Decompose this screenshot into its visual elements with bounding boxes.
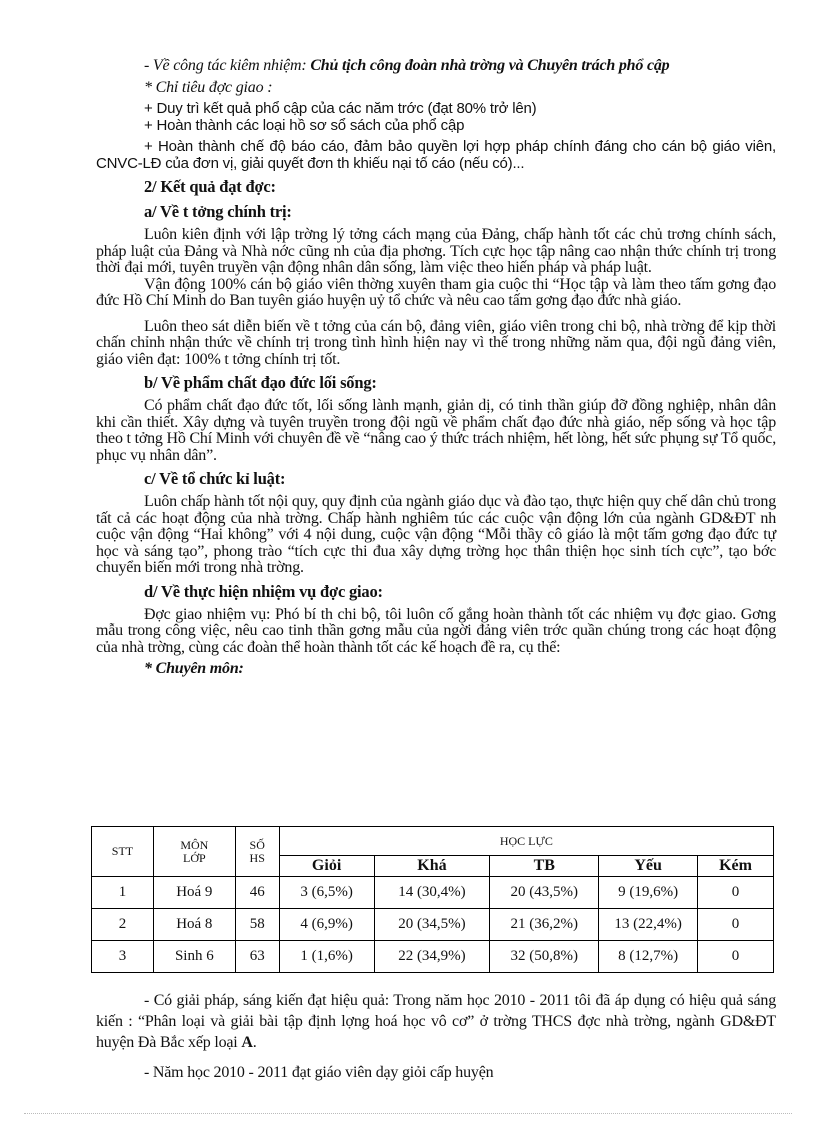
cell-kha: 20 (34,5%): [374, 909, 490, 941]
cell-count: 46: [235, 877, 279, 909]
header-group: HỌC LỰC: [279, 827, 773, 856]
cell-kem: 0: [698, 941, 774, 973]
header-count: [235, 827, 279, 877]
cell-gioi: 3 (6,5%): [279, 877, 374, 909]
duty-line: [96, 58, 776, 75]
cell-stt: 2: [92, 909, 154, 941]
cell-subject: Hoá 9: [153, 877, 235, 909]
politics-paragraph: Luôn theo sát diễn biến về t tởng của cán bộ, đảng viên, giáo viên trong chi bộ, nhà trờng để kịp thời chấn chỉnh nhận thức về chính trị trong tình hình hiện nay vì thế trong những năm qua, đội ngũ đảng viên, giáo viên đạt: 100% t tởng chính trị tốt.: [96, 317, 776, 368]
cell-gioi: 4 (6,9%): [279, 909, 374, 941]
duty-label: - Về công tác kiêm nhiệm:: [144, 57, 307, 74]
target-item: + Hoàn thành chế độ báo cáo, đảm bảo quyền lợi hợp pháp chính đáng cho cán bộ giáo viên, CNVC-LĐ của đơn vị, giải quyết đơn th khiếu nại tố cáo (nếu có)...: [96, 138, 776, 172]
cell-stt: 3: [92, 941, 154, 973]
header-subject-line1: MÔN: [180, 837, 209, 852]
closing-section: [96, 990, 776, 1083]
table-row: [92, 941, 774, 973]
initiative-text: - Có giải pháp, sáng kiến đạt hiệu quả: Trong năm học 2010 - 2011 tôi đã áp dụng có hiệu quả sáng kiến : “Phân loại và giải bài tập định lợng hoá học vô cơ” ở trờng THCS đợc nhà trờng, ngành GD&ĐT huyện Đà Bắc xếp loại: [96, 992, 776, 1051]
subject-heading: * Chuyên môn:: [144, 660, 244, 677]
cell-stt: 1: [92, 877, 154, 909]
tasks-paragraph: Đợc giao nhiệm vụ: Phó bí th chi bộ, tôi luôn cố gắng hoàn thành tốt các nhiệm vụ đợc giao. Gơng mẫu trong công việc, nêu cao tinh thần gơng mẫu của ngời đảng viên trớc quần chúng trong các hoạt động của nhà trờng, cùng các đoàn thể hoàn thành tốt các kế hoạch đề ra, cụ thể:: [96, 605, 776, 656]
document-body: [96, 58, 776, 678]
initiative-grade: A: [241, 1034, 253, 1051]
header-yeu: Yếu: [599, 856, 698, 877]
target-item: + Duy trì kết quả phổ cập của các năm trớc (đạt 80% trở lên): [144, 100, 537, 117]
cell-kha: 22 (34,9%): [374, 941, 490, 973]
cell-subject: Hoá 8: [153, 909, 235, 941]
target-item: + Hoàn thành các loại hồ sơ sổ sách của phổ cập: [144, 116, 465, 134]
header-count-line1: SỐ: [249, 837, 265, 852]
cell-kem: 0: [698, 909, 774, 941]
tasks-heading: d/ Về thực hiện nhiệm vụ đợc giao:: [144, 581, 383, 601]
header-count-line2: HS: [249, 850, 265, 865]
cell-tb: 20 (43,5%): [490, 877, 599, 909]
award-line: - Năm học 2010 - 2011 đạt giáo viên dạy giỏi cấp huyện: [144, 1064, 494, 1081]
header-subject-line2: LỚP: [182, 850, 206, 865]
cell-yeu: 8 (12,7%): [599, 941, 698, 973]
header-kem: Kém: [698, 856, 774, 877]
cell-count: 63: [235, 941, 279, 973]
politics-paragraph: Luôn kiên định với lập trờng lý tởng cách mạng của Đảng, chấp hành tốt các chủ trơng chính sách, pháp luật của Đảng và Nhà nớc cũng nh của địa phơng. Tích cực học tập nâng cao nhận thức chính trị trong thời đại mới, tuyên truyền vận động nhân dân sống, làm việc theo hiến pháp và pháp luật.: [96, 226, 776, 276]
ethics-heading: b/ Về phẩm chất đạo đức lối sống:: [144, 373, 377, 392]
header-tb: TB: [490, 856, 599, 877]
duty-value: Chủ tịch công đoàn nhà trờng và Chuyên trách phổ cập: [310, 57, 670, 74]
cell-kha: 14 (30,4%): [374, 877, 490, 909]
table-row: [92, 909, 774, 941]
initiative-paragraph: - Có giải pháp, sáng kiến đạt hiệu quả: Trong năm học 2010 - 2011 tôi đã áp dụng có hiệu quả sáng kiến : “Phân loại và giải bài tập định lợng hoá học vô cơ” ở trờng THCS đợc nhà trờng, ngành GD&ĐT huyện Đà Bắc xếp loại A.: [96, 992, 776, 1051]
cell-gioi: 1 (1,6%): [279, 941, 374, 973]
ethics-paragraph: Có phẩm chất đạo đức tốt, lối sống lành mạnh, giản dị, có tinh thần giúp đỡ đồng nghiệp, nhân dân khi cần thiết. Xây dựng và tuyên truyền trong đội ngũ về phẩm chất đạo đức nhà giáo, nếp sống và học tập theo t tởng Hồ Chí Minh với chuyên đề về “nâng cao ý thức trách nhiệm, hết lòng, hết sức phụng sự Tổ quốc, phục vụ nhân dân”.: [96, 397, 776, 464]
cell-tb: 32 (50,8%): [490, 941, 599, 973]
table-row: [92, 877, 774, 909]
politics-heading: a/ Về t tởng chính trị:: [144, 202, 292, 221]
header-gioi: Giỏi: [279, 856, 374, 877]
cell-yeu: 9 (19,6%): [599, 877, 698, 909]
cell-subject: Sinh 6: [153, 941, 235, 973]
politics-paragraph: Vận động 100% cán bộ giáo viên thờng xuyên tham gia cuộc thi “Học tập và làm theo tấm gơng đạo đức Hồ Chí Minh do Ban tuyên giáo huyện uỷ tổ chức và nêu cao tấm gơng đạo đức nhà giáo.: [96, 275, 776, 309]
cell-yeu: 13 (22,4%): [599, 909, 698, 941]
cell-count: 58: [235, 909, 279, 941]
grades-table: [91, 826, 774, 973]
results-heading: 2/ Kết quả đạt đợc:: [144, 177, 276, 196]
header-stt: STT: [92, 827, 154, 877]
header-subject: [153, 827, 235, 877]
cell-kem: 0: [698, 877, 774, 909]
cell-tb: 21 (36,2%): [490, 909, 599, 941]
discipline-paragraph: Luôn chấp hành tốt nội quy, quy định của ngành giáo dục và đào tạo, thực hiện quy chế dân chủ trong tất cả các hoạt động của nhà trờng. Chấp hành nghiêm túc các cuộc vận động lớn của ngành GD&ĐT nh cuộc vận động “Hai không” với 4 nội dung, cuộc vận động “Mỗi thầy cô giáo là một tấm gơng đạo đức tự học và sáng tạo”, phong trào “tích cực thi đua xây dựng trờng học thân thiện học sinh tích cực”, tạo bớc chuyển biến mới trong nhà trờng.: [96, 493, 776, 576]
discipline-heading: c/ Về tổ chức kỉ luật:: [144, 469, 286, 488]
target-heading: * Chỉ tiêu đợc giao :: [144, 78, 273, 96]
header-kha: Khá: [374, 856, 490, 877]
page-footer-divider: [24, 1113, 792, 1114]
